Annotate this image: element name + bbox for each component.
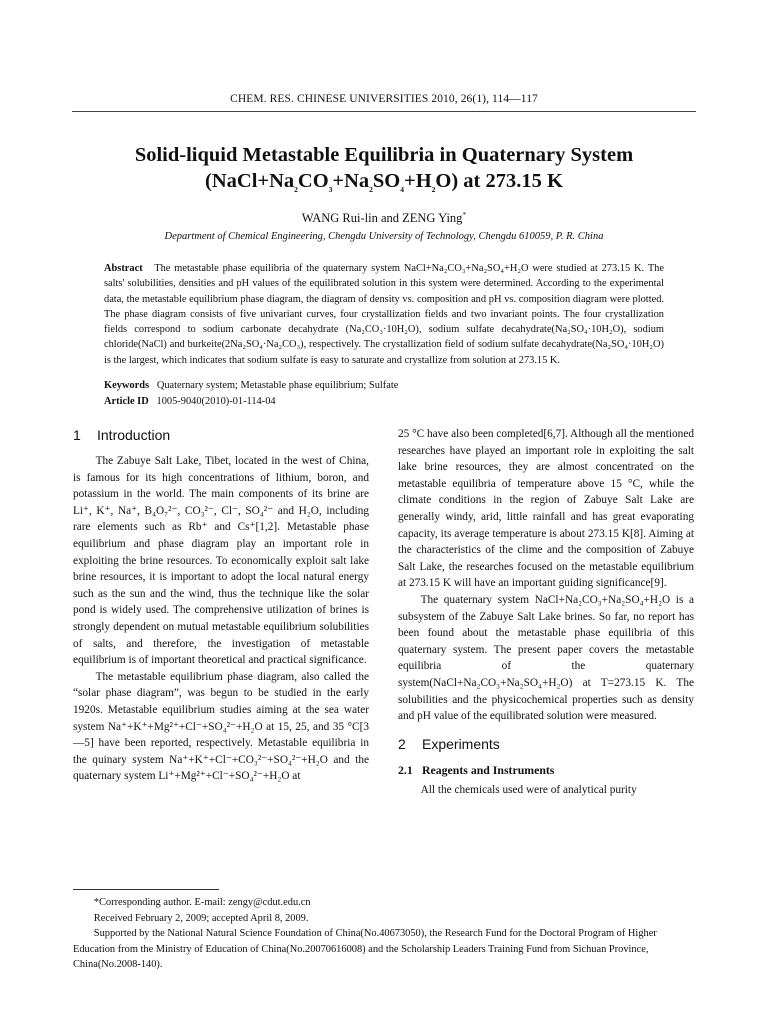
intro-paragraph-2: The metastable equilibrium phase diagram, also called the “solar phase diagram”, was begun to be studied in the early 1920s. Metastable equilibrium studies aiming at the sea water system Na⁺+K⁺+Mg²⁺+Cl⁻+SO₄²⁻+H₂O at 15, 25, and 35 °C[3—5] have been reported, respectively. Metastable equilibria in the quinary system Na⁺+K⁺+Cl⁻+CO₃²⁻+SO₄²⁻+H₂O and the quaternary system Li⁺+Mg²⁺+Cl⁻+SO₄²⁻+H₂O at [73,670,369,783]
paper-title [0,142,768,194]
footnote-rule [73,889,219,890]
title-line-1: Solid-liquid Metastable Equilibria in Quaternary System [134,144,634,166]
right-column [398,426,694,799]
section-heading-introduction: 1 Introduction [73,427,171,443]
header-rule [72,111,696,112]
section-heading-experiments: 2 Experiments [398,735,500,752]
intro-paragraph-1: The Zabuye Salt Lake, Tibet, located in the west of China, is famous for its high concentrations of lithium, boron, and potassium in the world. The main components of its brine are Li⁺, K⁺, Na⁺, B₄O₇²⁻, CO₃²⁻, Cl⁻, SO₄²⁻ and H₂O, including rare elements such as Rb⁺ and Cs⁺[1,2]. Metastable phase equilibrium and phase diagram play an important role in exploiting the brine resources. To economically exploit salt lake brine resources, it is important to adopt the local natural energy such as the sun and the wind, thus the technique like the solar pond is widely used. The comprehensive utilization of brines is strongly dependent on mutual metastable equilibrium solubilities of salts, and therefore, the investigation of metastable equilibrium is of important theoretical and practical significance. [73,455,369,667]
footnotes [73,895,697,973]
affiliation: Department of Chemical Engineering, Chengdu University of Technology, Chengdu 610059, P. R. China [164,231,604,242]
intro-paragraph-4: The quaternary system NaCl+Na₂CO₃+Na₂SO₄+H₂O is a subsystem of the Zabuye Salt Lake brines. So far, no report has been found about the metastable phase equilibria of this quaternary system. The present paper covers the metastable equilibria of the quaternary system(NaCl+Na₂CO₃+Na₂SO₄+H₂O) at T=273.15 K. The solubilities and the physicochemical properties such as density and pH value of the equilibrated solution were measured. [398,593,694,723]
title-line-2: $(NaCl+Na_2CO_3+Na_2SO_4+H_2O)$ at 273.15 K [205,170,563,195]
experiments-paragraph-1: All the chemicals used were of analytical purity [420,784,637,797]
subsection-heading-reagents: 2.1 Reagents and Instruments [398,762,555,777]
intro-paragraph-3: 25 °C have also been completed[6,7]. Although all the mentioned researches have played an important role in exploiting the salt lake brine resources, they are almost concentrated on the metastable equilibria of temperature above 15 °C, while the climate conditions in the region of Zabuye Salt Lake are generally windy, arid, little rainfall and has great evaporating capacity, its average temperature is about 273.15 K[8]. Aiming at the characteristics of the clime and the composition of Zabuye Salt Lake, the researches focused on the metastable equilibrium at 273.15 K will have an important guiding significance[9]. [398,428,694,590]
abstract-text: The metastable phase equilibria of the quaternary system NaCl+Na₂CO₃+Na₂SO₄+H₂O were studied at 273.15 K. The salts' solubilities, densities and pH values of the equilibrated solution in this system were determined. According to the experimental data, the metastable equilibrium phase diagram, the diagram of density vs. composition and pH vs. composition diagram were plotted. The phase diagram consists of five univariant curves, four crystallization fields and two invariant points. The four crystallization fields correspond to sodium carbonate decahydrate (Na₂CO₃·10H₂O), sodium sulfate decahydrate(Na₂SO₄·10H₂O), sodium chloride(NaCl) and burkeite(2Na₂SO₄·Na₂CO₃), respectively. The crystallization field of sodium sulfate decahydrate(Na₂SO₄·10H₂O) is the largest, which indicates that sodium sulfate is easy to saturate and crystallize from solution at 273.15 K. [104,263,664,366]
footnote-received: Received February 2, 2009; accepted April 8, 2009. [93,912,309,924]
abstract [104,261,664,368]
footnote-corresponding: *Corresponding author. E-mail: zengy@cdut.edu.cn [93,897,311,908]
author-list: WANG Rui-lin and ZENG Ying* [301,209,467,225]
left-column [73,426,369,785]
abstract-label: Abstract [104,263,143,274]
running-header: CHEM. RES. CHINESE UNIVERSITIES 2010, 26(1), 114—117 [230,93,538,105]
footnote-support: Supported by the National Natural Science Foundation of China(No.40673050), the Research Fund for the Doctoral Program of Higher Education from the Ministry of Education of China(No.20070616008) and the Scholarship Leaders Training Fund from Sichuan Province, China(No.2008-140). [73,928,657,970]
keywords: Keywords Quaternary system; Metastable phase equilibrium; Sulfate [104,380,399,391]
article-id: Article ID 1005-9040(2010)-01-114-04 [104,396,276,407]
